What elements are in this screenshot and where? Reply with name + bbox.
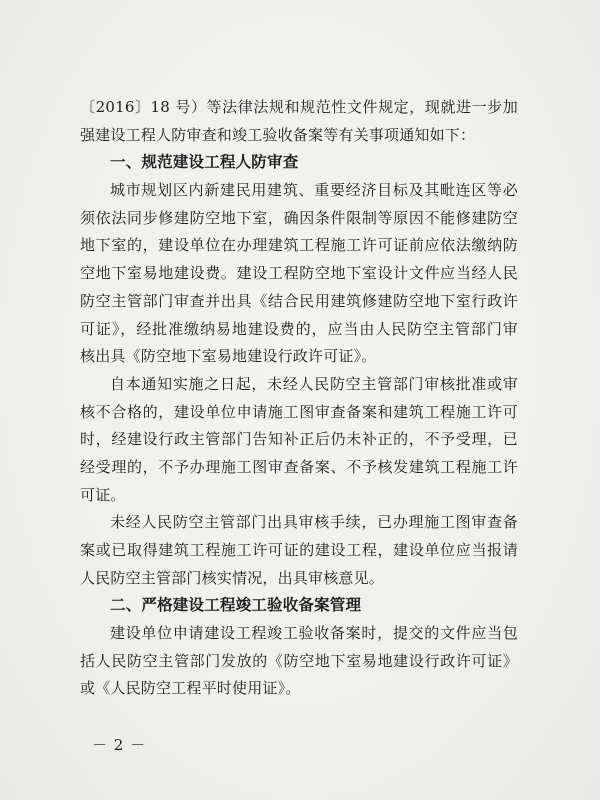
intro-line: 强建设工程人防审查和竣工验收备案等有关事项通知如下：	[80, 125, 476, 144]
paragraph	[80, 620, 518, 703]
body-line: 可证》，经批准缴纳易地建设费的，应当由人民防空主管部门审	[80, 319, 518, 338]
body-line: 自本通知实施之日起，未经人民防空主管部门审核批准或审	[110, 374, 518, 393]
body-line: 城市规划区内新建民用建筑、重要经济目标及其毗连区等必	[110, 181, 518, 200]
body-line: 案或已取得建筑工程施工许可证的建设工程，建设单位应当报请	[80, 541, 518, 559]
section-heading: 二、严格建设工程竣工验收备案管理	[110, 596, 362, 615]
body-line: 或《人民防空工程平时使用证》。	[80, 679, 301, 698]
paragraph	[80, 371, 518, 509]
paragraph	[80, 509, 518, 592]
body-line: 未经人民防空主管部门出具审核手续，已办理施工图审查备	[110, 513, 518, 532]
page-number: － 2 －	[92, 736, 147, 754]
body-line: 核出具《防空地下室易地建设行政许可证》。	[80, 347, 377, 366]
body-line: 须依法同步修建防空地下室，确因条件限制等原因不能修建防空	[80, 208, 518, 227]
body-line: 人民防空主管部门核实情况，出具审核意见。	[80, 568, 385, 587]
paragraph	[80, 177, 518, 371]
section-2	[80, 592, 518, 703]
body-line: 经受理的，不予办理施工图审查备案、不予核发建筑工程施工许	[80, 457, 518, 476]
body-line: 括人民防空主管部门发放的《防空地下室易地建设行政许可证》	[80, 651, 518, 670]
body-line: 可证。	[80, 485, 126, 504]
intro-paragraph	[80, 94, 518, 149]
section-1	[80, 149, 518, 592]
section-heading: 一、规范建设工程人防审查	[110, 153, 299, 172]
intro-line: 〔2016〕18 号）等法律法规和规范性文件规定，现就进一步加	[80, 98, 518, 116]
body-line: 防空主管部门审查并出具《结合民用建筑修建防空地下室行政许	[80, 291, 518, 310]
body-line: 空地下室易地建设费。建设工程防空地下室设计文件应当经人民	[80, 264, 518, 283]
document-body	[80, 94, 518, 703]
body-line: 建设单位申请建设工程竣工验收备案时，提交的文件应当包	[110, 624, 518, 643]
body-line: 核不合格的，建设单位申请施工图审查备案和建筑工程施工许可	[80, 402, 518, 421]
body-line: 地下室的，建设单位在办理建筑工程施工许可证前应依法缴纳防	[80, 236, 518, 255]
body-line: 时，经建设行政主管部门告知补正后仍未补正的，不予受理，已	[80, 430, 518, 449]
